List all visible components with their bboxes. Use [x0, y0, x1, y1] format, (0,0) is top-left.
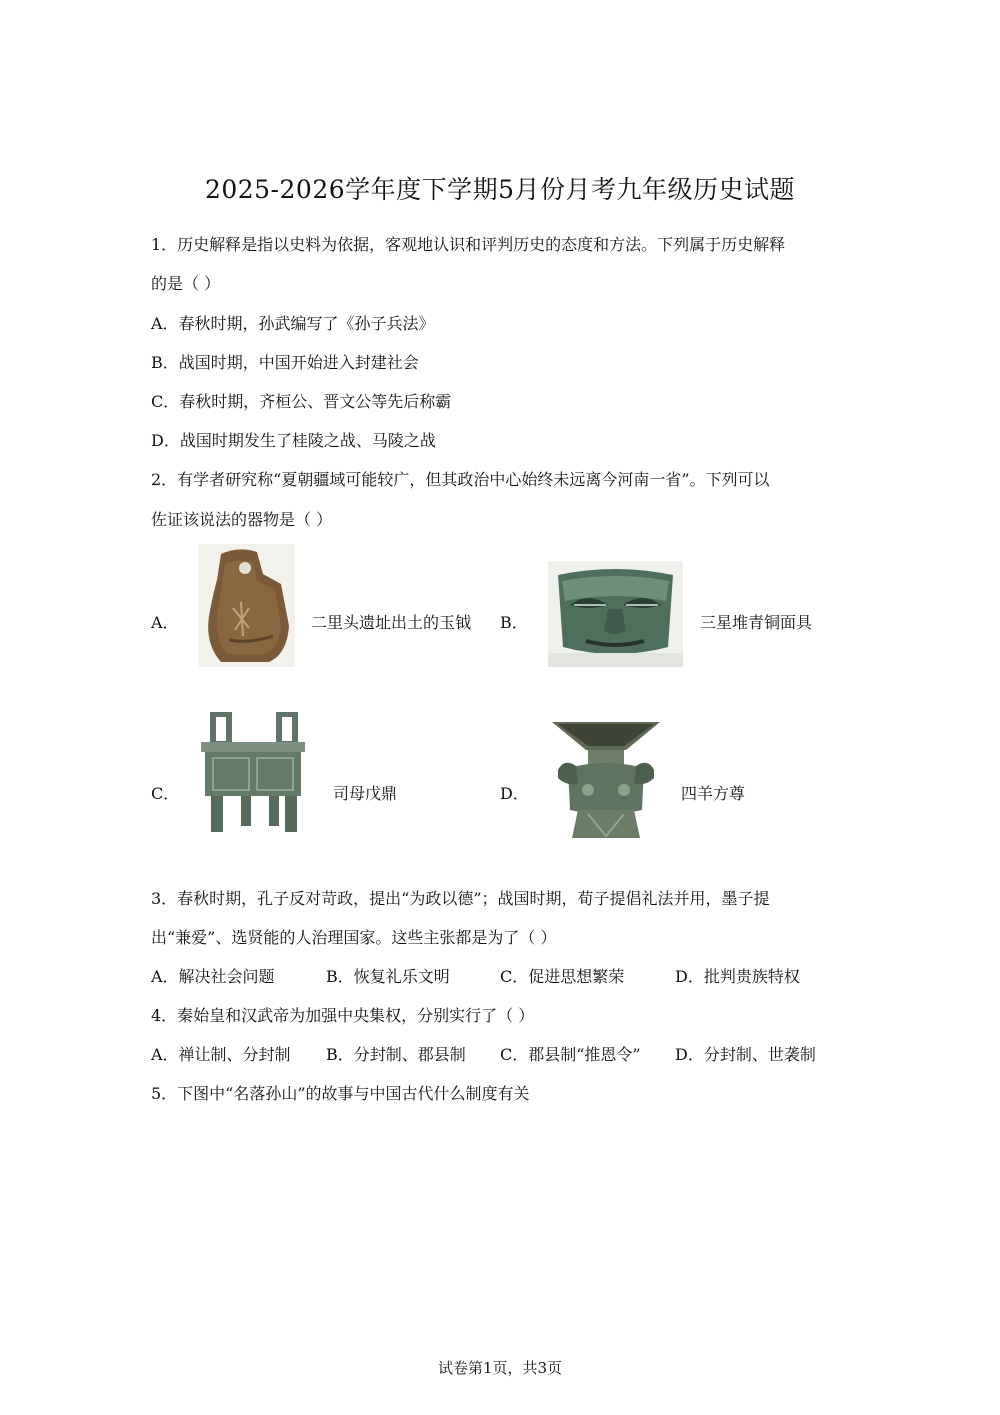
q1-option-a: A．春秋时期，孙武编写了《孙子兵法》	[151, 314, 435, 333]
q1-option-d: D．战国时期发生了桂陵之战、马陵之战	[151, 431, 436, 450]
q1-option-b: B．战国时期，中国开始进入封建社会	[151, 353, 419, 372]
q2-option-a-letter: A．	[151, 613, 179, 632]
q1-stem-line1: 1．历史解释是指以史料为依据，客观地认识和评判历史的态度和方法。下列属于历史解释	[151, 235, 786, 254]
bronze-mask-icon	[548, 561, 683, 667]
jade-axe-icon	[199, 544, 295, 667]
q4-stem: 4．秦始皇和汉武帝为加强中央集权，分别实行了（ ）	[151, 1006, 535, 1025]
q2-stem-line2: 佐证该说法的器物是（ ）	[151, 510, 333, 529]
q5-stem: 5．下图中“名落孙山”的故事与中国古代什么制度有关	[151, 1084, 530, 1103]
q3-option-a: A．解决社会问题	[151, 967, 275, 986]
q3-option-b: B．恢复礼乐文明	[326, 967, 450, 986]
bronze-zun-icon	[548, 718, 664, 844]
q2-option-c-letter: C．	[151, 784, 180, 803]
q4-option-d: D．分封制、世袭制	[675, 1045, 816, 1064]
q2-option-b-letter: B．	[500, 613, 528, 632]
q4-option-b: B．分封制、郡县制	[326, 1045, 466, 1064]
page-title: 2025-2026学年度下学期5月份月考九年级历史试题	[204, 175, 796, 204]
q3-option-d: D．批判贵族特权	[675, 967, 800, 986]
q1-stem-line2: 的是（ ）	[151, 274, 221, 293]
q4-option-a: A．禅让制、分封制	[151, 1045, 291, 1064]
q2-option-b-caption: 三星堆青铜面具	[700, 613, 813, 632]
bronze-ding-icon	[197, 712, 309, 834]
page-footer: 试卷第1页，共3页	[437, 1359, 563, 1377]
q2-option-d-letter: D．	[500, 784, 529, 803]
q3-stem-line2: 出“兼爱”、选贤能的人治理国家。这些主张都是为了（ ）	[151, 928, 557, 947]
q2-option-c-caption: 司母戊鼎	[333, 784, 398, 803]
q3-stem-line1: 3．春秋时期，孔子反对苛政，提出“为政以德”；战国时期，荀子提倡礼法并用，墨子提	[151, 889, 770, 908]
q4-option-c: C．郡县制“推恩令”	[500, 1045, 641, 1064]
q2-option-d-caption: 四羊方尊	[681, 784, 746, 803]
q2-stem-line1: 2．有学者研究称“夏朝疆域可能较广，但其政治中心始终未远离今河南一省”。下列可以	[151, 470, 770, 489]
q3-option-c: C．促进思想繁荣	[500, 967, 625, 986]
q2-option-a-caption: 二里头遗址出土的玉钺	[311, 613, 472, 632]
q1-option-c: C．春秋时期，齐桓公、晋文公等先后称霸	[151, 392, 452, 411]
